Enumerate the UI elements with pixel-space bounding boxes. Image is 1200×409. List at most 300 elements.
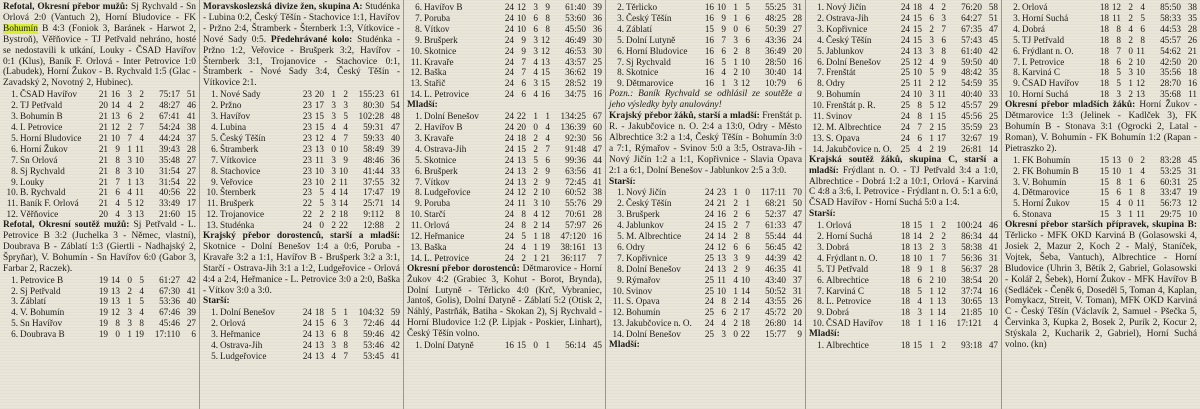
games-played-cell: 22 [302,198,312,209]
draws-cell: 6 [127,111,132,122]
points-cell: 41 [592,176,602,187]
rank-cell: 4. [1013,23,1020,34]
games-played-cell: 21 [98,132,108,143]
table-row [3,144,196,155]
draws-cell: 3 [127,318,132,329]
losses-cell: 18 [540,231,550,242]
table-row [809,242,998,253]
draws-cell: 6 [533,12,538,23]
draws-cell: 1 [1128,78,1133,89]
rank-cell: 1. [211,89,218,100]
games-played-cell: 24 [504,67,514,78]
games-played-cell: 18 [900,241,910,252]
team-name-cell: Skotnice [424,154,457,165]
games-played-cell: 21 [98,154,108,165]
losses-cell: 18 [338,209,348,220]
team-name-cell: Dolní Lutyně [626,34,676,45]
score-cell: 33:49 [159,198,180,209]
table-row [1005,57,1197,68]
losses-cell: 2 [139,100,144,111]
score-cell: 36:117 [560,252,586,263]
games-played-cell: 18 [900,231,910,242]
points-cell: 31 [792,285,802,296]
team-name-cell: Ostrava-Jih [424,143,467,154]
wins-cell: 15 [912,23,922,34]
team-name-cell: Kopřivnice [626,252,668,263]
rank-cell: 1. [11,89,18,100]
points-cell: 24 [792,34,802,45]
games-played-cell: 24 [900,111,910,122]
wins-cell: 10 [912,67,922,78]
score-cell: 29:75 [1160,209,1181,220]
team-name-cell: Heřmanice [424,231,465,242]
rank-cell: 8. [415,23,422,34]
table-row [203,166,400,177]
points-cell: 25 [592,56,602,67]
games-played-cell: 16 [704,45,714,56]
rank-cell: 3. [817,23,824,34]
points-cell: 42 [390,340,400,351]
rank-cell: 3. [817,241,824,252]
points-cell: 41 [390,351,400,361]
games-played-cell: 21 [98,187,108,198]
points-cell: 28 [988,263,998,274]
games-played-cell: 23 [302,89,312,100]
wins-cell: 6 [1116,187,1121,198]
games-played-cell: 19 [98,296,108,307]
wins-cell: 6 [115,187,120,198]
draws-cell: 5 [929,67,934,78]
wins-cell: 9 [917,263,922,274]
draws-cell: 0 [733,23,738,34]
losses-cell: 16 [540,89,550,100]
wins-cell: 5 [1116,78,1121,89]
games-played-cell: 24 [504,198,514,209]
points-cell: 51 [988,12,998,23]
rank-cell: 1. [817,340,824,351]
games-played-cell: 23 [302,111,312,122]
games-played-cell: 20 [98,100,108,111]
wins-cell: 20 [516,121,526,132]
losses-cell: 12 [936,78,946,89]
games-played-cell: 15 [1099,209,1109,220]
score-cell: 63:56 [565,165,586,176]
rank-cell: 8. [617,263,624,274]
rank-cell: 9. [817,307,824,318]
score-cell: 60:31 [1160,176,1181,187]
table-row [3,100,196,111]
losses-cell: 7 [343,132,348,143]
team-name-cell: Stonava [1022,209,1052,220]
losses-cell: 17 [740,307,750,318]
wins-cell: 23 [716,187,726,198]
paragraph-text: Studénka - Lubina 0:2, Český Těšín - Stachovice 1:1, Havířov - Pržno 2:4, Štramberk - Šternberk 1:3, Vítkovice - Nové Sady 0:5. [203,2,400,45]
draws-cell: 4 [127,100,132,111]
losses-cell: 22 [338,220,348,231]
points-cell: 16 [988,285,998,296]
wins-cell: 5 [1116,67,1121,78]
rank-cell: 3. [617,209,624,220]
rank-cell: 7. [415,12,422,23]
draws-cell: 1 [533,111,538,122]
table-row [203,318,400,329]
draws-cell: 1 [733,2,738,12]
points-cell: 22 [186,176,196,187]
points-cell: 15 [186,209,196,220]
wins-cell: 14 [110,274,120,285]
rank-cell: 12. [812,121,824,132]
paragraph-text: Horní Žukov - Dětmarovice 1:3 (Jelinek - Kadlček 3), FK Bohumín B - Stonava 3:1 (Ogrocki 2, Latal - Roman), V. Bohumín - FK Bohumín 1:2 (Rapan - Pietraszko 2). [1005,100,1197,154]
rank-cell: 7. [817,67,824,78]
wins-cell: 12 [110,307,120,318]
losses-cell: 10 [740,56,750,67]
table-row [809,57,998,68]
rank-cell: 4. [415,143,422,154]
rank-cell: 12. [6,209,18,220]
losses-cell: 11 [1136,45,1145,56]
wins-cell: 15 [716,220,726,231]
team-name-cell: Baník F. Orlová [20,198,79,209]
points-cell: 4 [993,318,998,329]
games-played-cell: 25 [704,252,714,263]
draws-cell: 2 [733,318,738,329]
section-heading: Refotal, Okresní soutěž mužů: [3,220,134,231]
games-played-cell: 18 [900,285,910,296]
games-played-cell: 24 [504,23,514,34]
rank-cell: 1. [817,220,824,231]
table-row [407,166,602,177]
section-heading: Okresní přebor starších přípravek, skupina B: [1005,220,1197,231]
losses-cell: 10 [540,187,550,198]
table-row [203,220,400,231]
team-name-cell: Horní Bludovice [20,132,82,143]
rank-cell: 3. [211,111,218,122]
wins-cell: 14 [912,231,922,242]
wins-cell: 10 [110,132,120,143]
losses-cell: 11 [937,89,946,100]
wins-cell: 15 [912,34,922,45]
losses-cell: 1 [343,307,348,318]
draws-cell: 5 [331,307,336,318]
standings-table [1005,155,1197,220]
table-row [809,220,998,231]
rank-cell: 9. [11,176,18,187]
points-cell: 41 [186,285,196,296]
table-row [407,46,602,57]
table-row [609,220,802,231]
standings-table [407,340,602,351]
wins-cell: 10 [314,165,324,176]
points-cell: 40 [988,56,998,67]
paragraph [203,231,400,296]
table-row [1005,2,1197,13]
standings-table [609,187,802,340]
points-cell: 16 [792,56,802,67]
score-cell: 134:25 [560,111,586,122]
wins-cell: 2 [319,209,324,220]
section-heading: Krajský přebor dorostenců, starší a mladší: [203,231,400,242]
games-played-cell: 24 [504,209,514,220]
team-name-cell: Kravaře [424,132,454,143]
score-cell: 43:57 [565,56,586,67]
wins-cell: 13 [314,351,324,361]
table-row [809,286,998,297]
score-cell: 53:60 [565,12,586,23]
section-heading: Okresní přebor mladších žáků: [1005,100,1140,111]
games-played-cell: 24 [900,45,910,56]
losses-cell: 13 [1135,89,1145,100]
losses-cell: 9 [545,176,550,187]
losses-cell: 14 [740,285,750,296]
paragraph-text: Sj Rychvald - Sn Orlová 2:0 (Vantuch 2), Horní Bludovice - FK [3,2,196,23]
losses-cell: 8 [745,231,750,242]
losses-cell: 10 [540,198,550,209]
losses-cell: 3 [343,318,348,329]
table-row [1005,67,1197,78]
rank-cell: 10. [206,187,218,198]
points-cell: 47 [792,209,802,220]
points-cell: 47 [390,121,400,132]
points-cell: 14 [792,67,802,78]
draws-cell: 4 [331,187,336,198]
rank-cell: 1. [211,307,218,318]
table-row [203,198,400,209]
draws-cell: 1 [331,89,336,100]
score-cell: 61:40 [565,2,586,12]
losses-cell: 5 [139,296,144,307]
draws-cell: 3 [1128,67,1133,78]
draws-cell: 1 [929,220,934,231]
wins-cell: 4 [721,67,726,78]
rank-cell: 13. [410,78,422,89]
score-cell: 99:36 [565,154,586,165]
losses-cell: 11 [1136,198,1145,209]
games-played-cell: 16 [704,67,714,78]
rank-cell: 2. [1013,2,1020,12]
rank-cell: 2. [617,2,624,12]
score-cell: 72:45 [565,176,586,187]
table-row [609,264,802,275]
wins-cell: 4 [1116,198,1121,209]
table-row [203,100,400,111]
rank-cell: 13. [812,132,824,143]
table-row [609,318,802,329]
table-row [407,340,602,351]
games-played-cell: 16 [704,56,714,67]
score-cell: 76:20 [961,2,982,12]
rank-cell: 7. [1013,56,1020,67]
games-played-cell: 24 [504,187,514,198]
table-row [3,89,196,100]
score-cell: 17:121 [956,318,982,329]
team-name-cell: Sn Havířov [20,318,63,329]
games-played-cell: 25 [704,274,714,285]
games-played-cell: 23 [302,176,312,187]
team-name-cell: Frýdlant n. O. [826,252,878,263]
losses-cell: 14 [540,220,550,231]
points-cell: 21 [1187,45,1197,56]
table-row [3,307,196,318]
draws-cell: 2 [733,263,738,274]
table-row [609,253,802,264]
games-played-cell: 21 [98,176,108,187]
points-cell: 11 [1188,89,1197,100]
losses-cell: 10 [1135,56,1145,67]
score-cell: 100:24 [956,220,982,231]
points-cell: 48 [390,111,400,122]
losses-cell: 14 [338,198,348,209]
draws-cell: 4 [331,121,336,132]
score-cell: 44:53 [1160,23,1181,34]
team-name-cell: Stařič [424,78,446,89]
wins-cell: 22 [516,111,526,122]
team-name-cell: Veřovice [220,176,253,187]
rank-cell: 8. [817,78,824,89]
wins-cell: 13 [912,45,922,56]
table-row [609,67,802,78]
losses-cell: 15 [936,121,946,132]
score-cell: 44:24 [159,132,180,143]
score-cell: 48:27 [159,100,180,111]
wins-cell: 9 [521,34,526,45]
draws-cell: 3 [533,2,538,12]
rank-cell: 9. [415,34,422,45]
rank-cell: 10. [6,187,18,198]
score-cell: 37:74 [961,285,982,296]
score-cell: 36:49 [765,45,786,56]
team-name-cell: Dolní Benešov [424,111,479,122]
standings-table [407,2,602,100]
draws-cell: 0 [331,143,336,154]
draws-cell: 1 [533,231,538,242]
draws-cell: 4 [533,67,538,78]
wins-cell: 10 [314,176,324,187]
points-cell: 39 [390,143,400,154]
wins-cell: 5 [521,231,526,242]
rank-cell: 8. [617,67,624,78]
wins-cell: 3 [917,307,922,318]
wins-cell: 11 [913,78,922,89]
score-cell: 9:112 [363,209,384,220]
losses-cell: 10 [338,143,348,154]
draws-cell: 2 [331,220,336,231]
draws-cell: 3 [733,78,738,89]
points-cell: 27 [186,154,196,165]
games-played-cell: 25 [704,329,714,340]
team-name-cell: Dětmarovice [1022,187,1070,198]
rank-cell: 5. [415,154,422,165]
standings-table [609,2,802,89]
team-name-cell: L. Petrovice [424,89,469,100]
wins-cell: 6 [917,274,922,285]
points-cell: 39 [186,307,196,318]
team-name-cell: B. Rychvald [20,187,66,198]
rank-cell: 1. [817,2,824,12]
points-cell: 61 [390,89,400,100]
losses-cell: 4 [139,132,144,143]
losses-cell: 13 [134,209,144,220]
wins-cell: 5 [721,56,726,67]
wins-cell: 10 [912,89,922,100]
points-cell: 10 [1187,209,1197,220]
score-cell: 38:161 [560,241,586,252]
wins-cell: 15 [912,12,922,23]
draws-cell: 2 [929,241,934,252]
rank-cell: 4. [617,23,624,34]
paragraph [1005,100,1197,155]
draws-cell: 1 [733,285,738,296]
draws-cell: 0 [733,329,738,340]
wins-cell: 8 [917,100,922,111]
rank-cell: 3. [11,111,18,122]
rank-cell: 2. [617,198,624,209]
draws-cell: 3 [533,78,538,89]
losses-cell: 12 [540,209,550,220]
losses-cell: 12 [1135,78,1145,89]
rank-cell: 2. [1013,165,1020,176]
games-played-cell: 18 [1099,45,1109,56]
subheading: Mladší: [809,329,840,340]
rank-cell: 14. [410,89,422,100]
games-played-cell: 24 [504,2,514,12]
draws-cell: 3 [331,165,336,176]
score-cell: 56:37 [961,263,982,274]
games-played-cell: 23 [302,154,312,165]
score-cell: 43:36 [765,34,786,45]
table-row [203,122,400,133]
losses-cell: 10 [1135,67,1145,78]
text-column [1002,0,1200,409]
table-row [809,78,998,89]
losses-cell: 19 [540,241,550,252]
draws-cell: 1 [733,56,738,67]
team-name-cell: Dobrá [826,241,849,252]
games-played-cell: 24 [900,132,910,143]
team-name-cell: Dolní Benešov [626,263,681,274]
losses-cell: 2 [139,89,144,100]
score-cell: 30:40 [765,67,786,78]
draws-cell: 2 [929,23,934,34]
points-cell: 27 [186,318,196,329]
draws-cell: 2 [1128,56,1133,67]
games-played-cell: 24 [504,121,514,132]
team-name-cell: Petrovice B [20,274,64,285]
team-name-cell: Odry [826,78,845,89]
team-name-cell: Pržno [220,100,242,111]
score-cell: 35:68 [1160,89,1181,100]
team-name-cell: Havířov B [424,121,463,132]
wins-cell: 13 [516,154,526,165]
losses-cell: 19 [134,329,144,340]
draws-cell: 3 [127,209,132,220]
points-cell: 54 [390,100,400,111]
wins-cell: 12 [516,2,526,12]
games-played-cell: 24 [704,187,714,198]
rank-cell: 1. [1013,154,1020,165]
table-row [809,231,998,242]
team-name-cell: Studénka [220,220,255,231]
points-cell: 44 [792,231,802,242]
losses-cell: 6 [1140,176,1145,187]
wins-cell: 14 [716,231,726,242]
score-cell: 93:18 [961,340,982,351]
draws-cell: 2 [1128,12,1133,23]
team-name-cell: Baška [424,67,447,78]
team-name-cell: Dolní Benešov [626,329,681,340]
table-row [203,351,400,362]
paragraph [203,2,400,89]
table-row [3,155,196,166]
